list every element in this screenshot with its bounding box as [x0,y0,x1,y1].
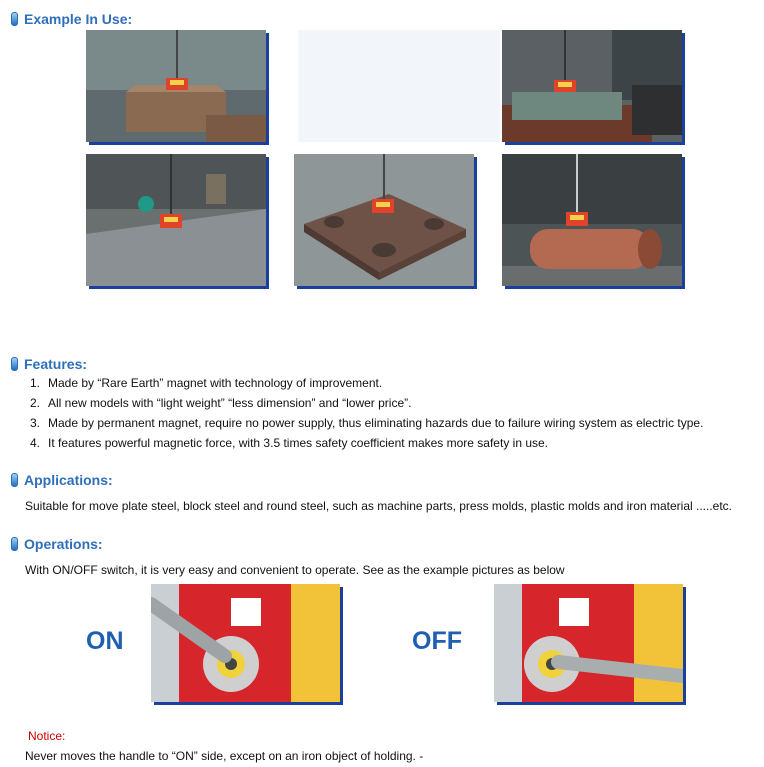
list-text: All new models with “light weight” “less dimension” and “lower price”. [48,396,412,410]
section-header-example [11,10,132,28]
on-label: ON [86,627,124,655]
bullet-icon [11,12,18,26]
list-item [30,373,703,393]
off-label: OFF [412,627,462,655]
applications-text: Suitable for move plate steel, block steel and round steel, such as machine parts, press molds, plastic molds and iron material .....etc. [25,499,733,513]
notice-text: Never moves the handle to “ON” side, except on an iron object of holding. - [25,749,424,763]
list-text: Made by permanent magnet, require no power supply, thus eliminating hazards due to failure wiring system as electric type. [48,416,704,430]
list-item [30,413,703,433]
example-photo-block-lift [86,30,266,142]
example-photo-warehouse [86,154,266,286]
operations-text: With ON/OFF switch, it is very easy and convenient to operate. See as the example pictures as below [25,563,565,577]
list-number: 3. [30,416,41,430]
list-number: 2. [30,396,41,410]
list-item [30,433,703,453]
section-title: Operations: [24,536,103,552]
example-photo-blank [298,30,500,142]
bullet-icon [11,537,18,551]
section-title: Example In Use: [24,11,133,27]
section-header-operations [11,535,103,553]
section-header-applications [11,471,113,489]
section-title: Features: [24,356,88,372]
features-list [30,373,703,453]
section-header-features [11,355,87,373]
switch-off-photo [494,584,683,702]
example-photo-plate [294,154,474,286]
notice-title: Notice: [28,729,66,743]
switch-on-photo [151,584,340,702]
list-text: It features powerful magnetic force, with 3.5 times safety coefficient makes more safety in use. [48,436,549,450]
bullet-icon [11,473,18,487]
example-photo-pipe [502,154,682,286]
example-photo-milling [502,30,682,142]
list-number: 1. [30,376,41,390]
list-text: Made by “Rare Earth” magnet with technology of improvement. [48,376,383,390]
bullet-icon [11,357,18,371]
section-title: Applications: [24,472,113,488]
list-number: 4. [30,436,41,450]
list-item [30,393,703,413]
